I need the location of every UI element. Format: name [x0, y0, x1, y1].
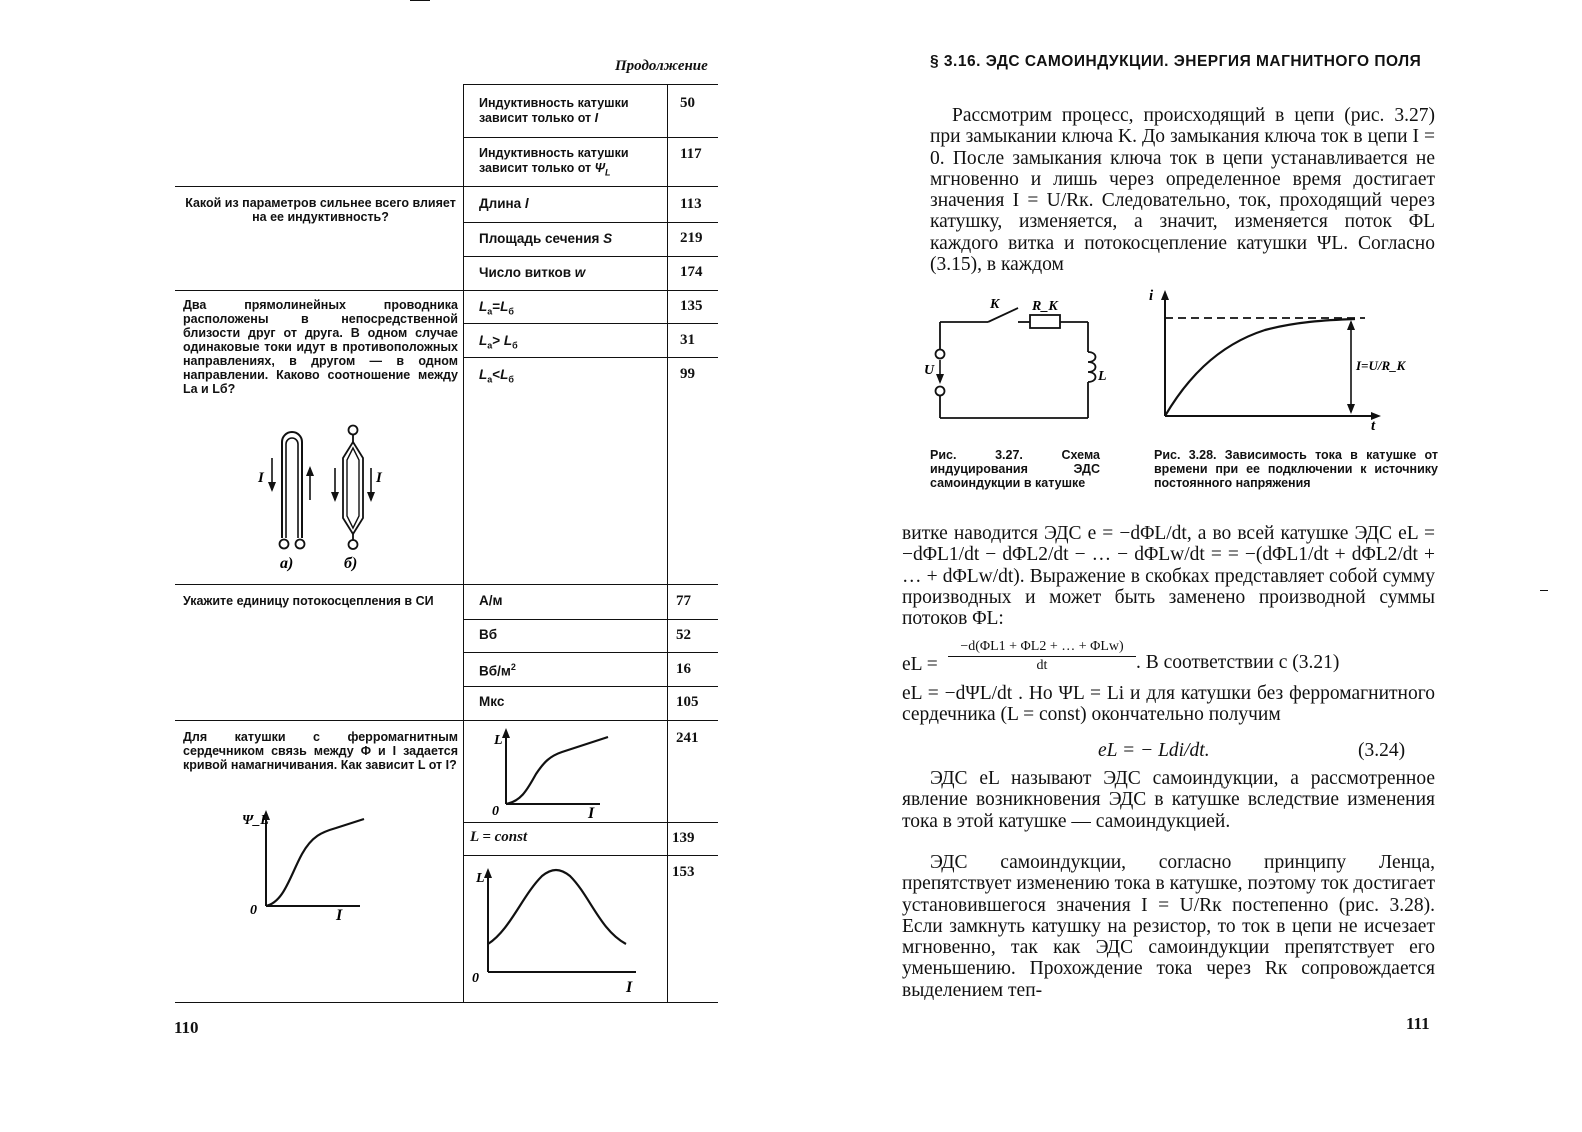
- origin-label: 0: [492, 804, 499, 819]
- answer-text: Вб: [479, 627, 498, 642]
- answer-text: $L_а=L_б$: [479, 299, 514, 317]
- conductors-figure: [250, 420, 400, 580]
- row-line: [463, 323, 718, 324]
- section-title: § 3.16. ЭДС САМОИНДУКЦИИ. ЭНЕРГИЯ МАГНИТНОГО ПОЛЯ: [930, 53, 1422, 70]
- row-line: [463, 686, 718, 687]
- answer-text: L = const: [470, 829, 528, 845]
- row-line: [463, 137, 718, 138]
- paragraph: витке наводится ЭДС e = −dΦL/dt, а во всей катушке ЭДС eL = −dΦL1/dt − dΦL2/dt − … − dΦLw/dt = = −(dΦL1/dt + dΦL2/dt + … + dΦLw/dt). Выражение в скобках представляет собой сумму производных и может быть заменено производной суммы потоков ΦL:: [902, 523, 1435, 630]
- continuation-label: Продолжение: [615, 58, 708, 74]
- t-axis-label: t: [1371, 418, 1376, 432]
- row-line: [175, 290, 718, 291]
- left-page: [0, 0, 780, 1132]
- answer-text: $L_а> L_б$: [479, 333, 518, 351]
- row-line: [175, 1002, 718, 1003]
- row-line: [463, 652, 718, 653]
- paragraph: ЭДС eL называют ЭДС самоиндукции, а рассмотренное явление возникновения ЭДС в катушке вследствие изменения тока в этой катушке — самоиндукцией.: [902, 768, 1435, 832]
- answer-code: 241: [676, 730, 699, 746]
- answer-graph-1: [470, 724, 630, 822]
- figure-b-label: б): [344, 555, 358, 572]
- answer-text: $Вб/м^2$: [479, 662, 516, 679]
- current-label: I: [376, 470, 382, 486]
- answer-code: 99: [680, 366, 695, 382]
- answer-text: $L_а<L_б$: [479, 367, 514, 385]
- answer-code: 31: [680, 332, 695, 348]
- answer-text: Индуктивность катушки зависит только от $\Psi_L$: [479, 146, 629, 178]
- answer-text: Площадь сечения S: [479, 231, 613, 246]
- paragraph: Рассмотрим процесс, происходящий в цепи (рис. 3.27) при замыкании ключа K. До замыкания ключа ток в цепи I = 0. После замыкания ключа ток в цепи устанавливается не мгновенно и лишь через определенное время достигает значения I = U/Rк. Следовательно, ток, проходящий через катушку, изменяется, а значит, изменяется поток ΦL каждого витка и потокосцепление катушки ΨL. Согласно (3.15), в каждом: [930, 105, 1435, 276]
- answer-code: 52: [676, 627, 691, 643]
- answer-code: 117: [680, 146, 702, 162]
- answer-code: 219: [680, 230, 703, 246]
- answer-code: 139: [672, 830, 695, 846]
- circuit-figure: [920, 290, 1120, 440]
- answer-code: 16: [676, 661, 691, 677]
- page-number: 110: [174, 1018, 199, 1037]
- i-axis-label: i: [1149, 288, 1154, 304]
- answer-code: 113: [680, 196, 702, 212]
- magnetization-graph: [240, 806, 390, 922]
- answer-code: 50: [680, 95, 695, 111]
- origin-label: 0: [472, 971, 479, 986]
- paragraph: eL = −dΨL/dt . Но ΨL = Li и для катушки без ферромагнитного сердечника (L = const) окончательно получим: [902, 683, 1435, 726]
- voltage-label: U: [924, 363, 935, 378]
- main-equation: eL = − Ldi/dt.: [1098, 740, 1210, 761]
- row-line: [463, 256, 718, 257]
- origin-label: 0: [250, 903, 257, 918]
- formula-denominator: dt: [1036, 658, 1048, 673]
- page-number: 111: [1406, 1014, 1430, 1033]
- row-line: [463, 855, 718, 856]
- row-line: [175, 584, 718, 585]
- row-line: [463, 619, 718, 620]
- answer-text: А/м: [479, 593, 503, 608]
- answer-graph-2: [466, 860, 646, 994]
- i-axis-label: I: [626, 979, 633, 994]
- row-line: [463, 822, 718, 823]
- formula-numerator: −d(ΦL1 + ΦL2 + … + ΦLw): [948, 638, 1136, 657]
- answer-code: 77: [676, 593, 691, 609]
- row-line: [175, 720, 718, 721]
- margin-mark: [1540, 590, 1548, 591]
- steady-current-label: I=U/R_K: [1356, 358, 1406, 373]
- psi-axis-label: Ψ_L: [242, 813, 269, 828]
- answer-text: Длина l: [479, 196, 529, 211]
- row-line: [175, 186, 718, 187]
- equation-number: (3.24): [1358, 740, 1406, 761]
- question-text: Два прямолинейных проводника расположены в непосредственной близости друг от друга. В одном случае одинаковые токи идут в противоположных направлениях, в другом — в одном направлении. Каково соотношение между Lа и Lб?: [183, 298, 458, 396]
- key-label: K: [990, 297, 1000, 312]
- answer-text: Число витков w: [479, 265, 586, 280]
- current-label: I: [258, 470, 264, 486]
- answer-code: 174: [680, 264, 703, 280]
- figure-a-label: а): [280, 555, 294, 572]
- row-line: [463, 84, 718, 85]
- l-axis-label: L: [494, 733, 503, 748]
- formula-lhs: eL =: [902, 654, 938, 675]
- question-text: Укажите единицу потокосцепления в СИ: [183, 594, 434, 608]
- current-axis-label: I: [336, 907, 343, 922]
- question-text: Для катушки с ферромагнитным сердечником связь между Φ и I задается кривой намагничивания. Как зависит L от I?: [183, 730, 458, 772]
- figure-caption: Рис. 3.28. Зависимость тока в катушке от времени при ее подключении к источнику постоянного напряжения: [1154, 448, 1438, 490]
- formula-fraction: [948, 638, 1136, 675]
- figure-caption: Рис. 3.27. Схема индуцирования ЭДС самоиндукции в катушке: [930, 448, 1100, 490]
- l-axis-label: L: [476, 871, 485, 886]
- resistor-label: R_K: [1032, 299, 1058, 314]
- answer-code: 105: [676, 694, 699, 710]
- question-text: Какой из параметров сильнее всего влияет на ее индуктивность?: [185, 196, 456, 224]
- paragraph: ЭДС самоиндукции, согласно принципу Ленца, препятствует изменению тока в катушке, поэтому ток достигает установившегося значения I = U/Rк постепенно (рис. 3.28). Если замкнуть катушку на резистор, то ток в цепи не исчезает мгновенно, так как ЭДС самоиндукции препятствует его уменьшению. Прохождение тока через Rк сопровождается выделением теп-: [902, 852, 1435, 1001]
- answer-code: 135: [680, 298, 703, 314]
- current-time-graph: [1145, 282, 1430, 432]
- coil-label: L: [1098, 369, 1107, 384]
- answer-text: Индуктивность катушки зависит только от I: [479, 96, 629, 125]
- i-axis-label: I: [588, 805, 595, 822]
- right-page: [780, 0, 1582, 1132]
- row-line: [463, 222, 718, 223]
- row-line: [463, 357, 718, 358]
- answer-code: 153: [672, 864, 695, 880]
- formula-tail: . В соответствии с (3.21): [1136, 652, 1340, 673]
- answer-text: Мкс: [479, 694, 505, 709]
